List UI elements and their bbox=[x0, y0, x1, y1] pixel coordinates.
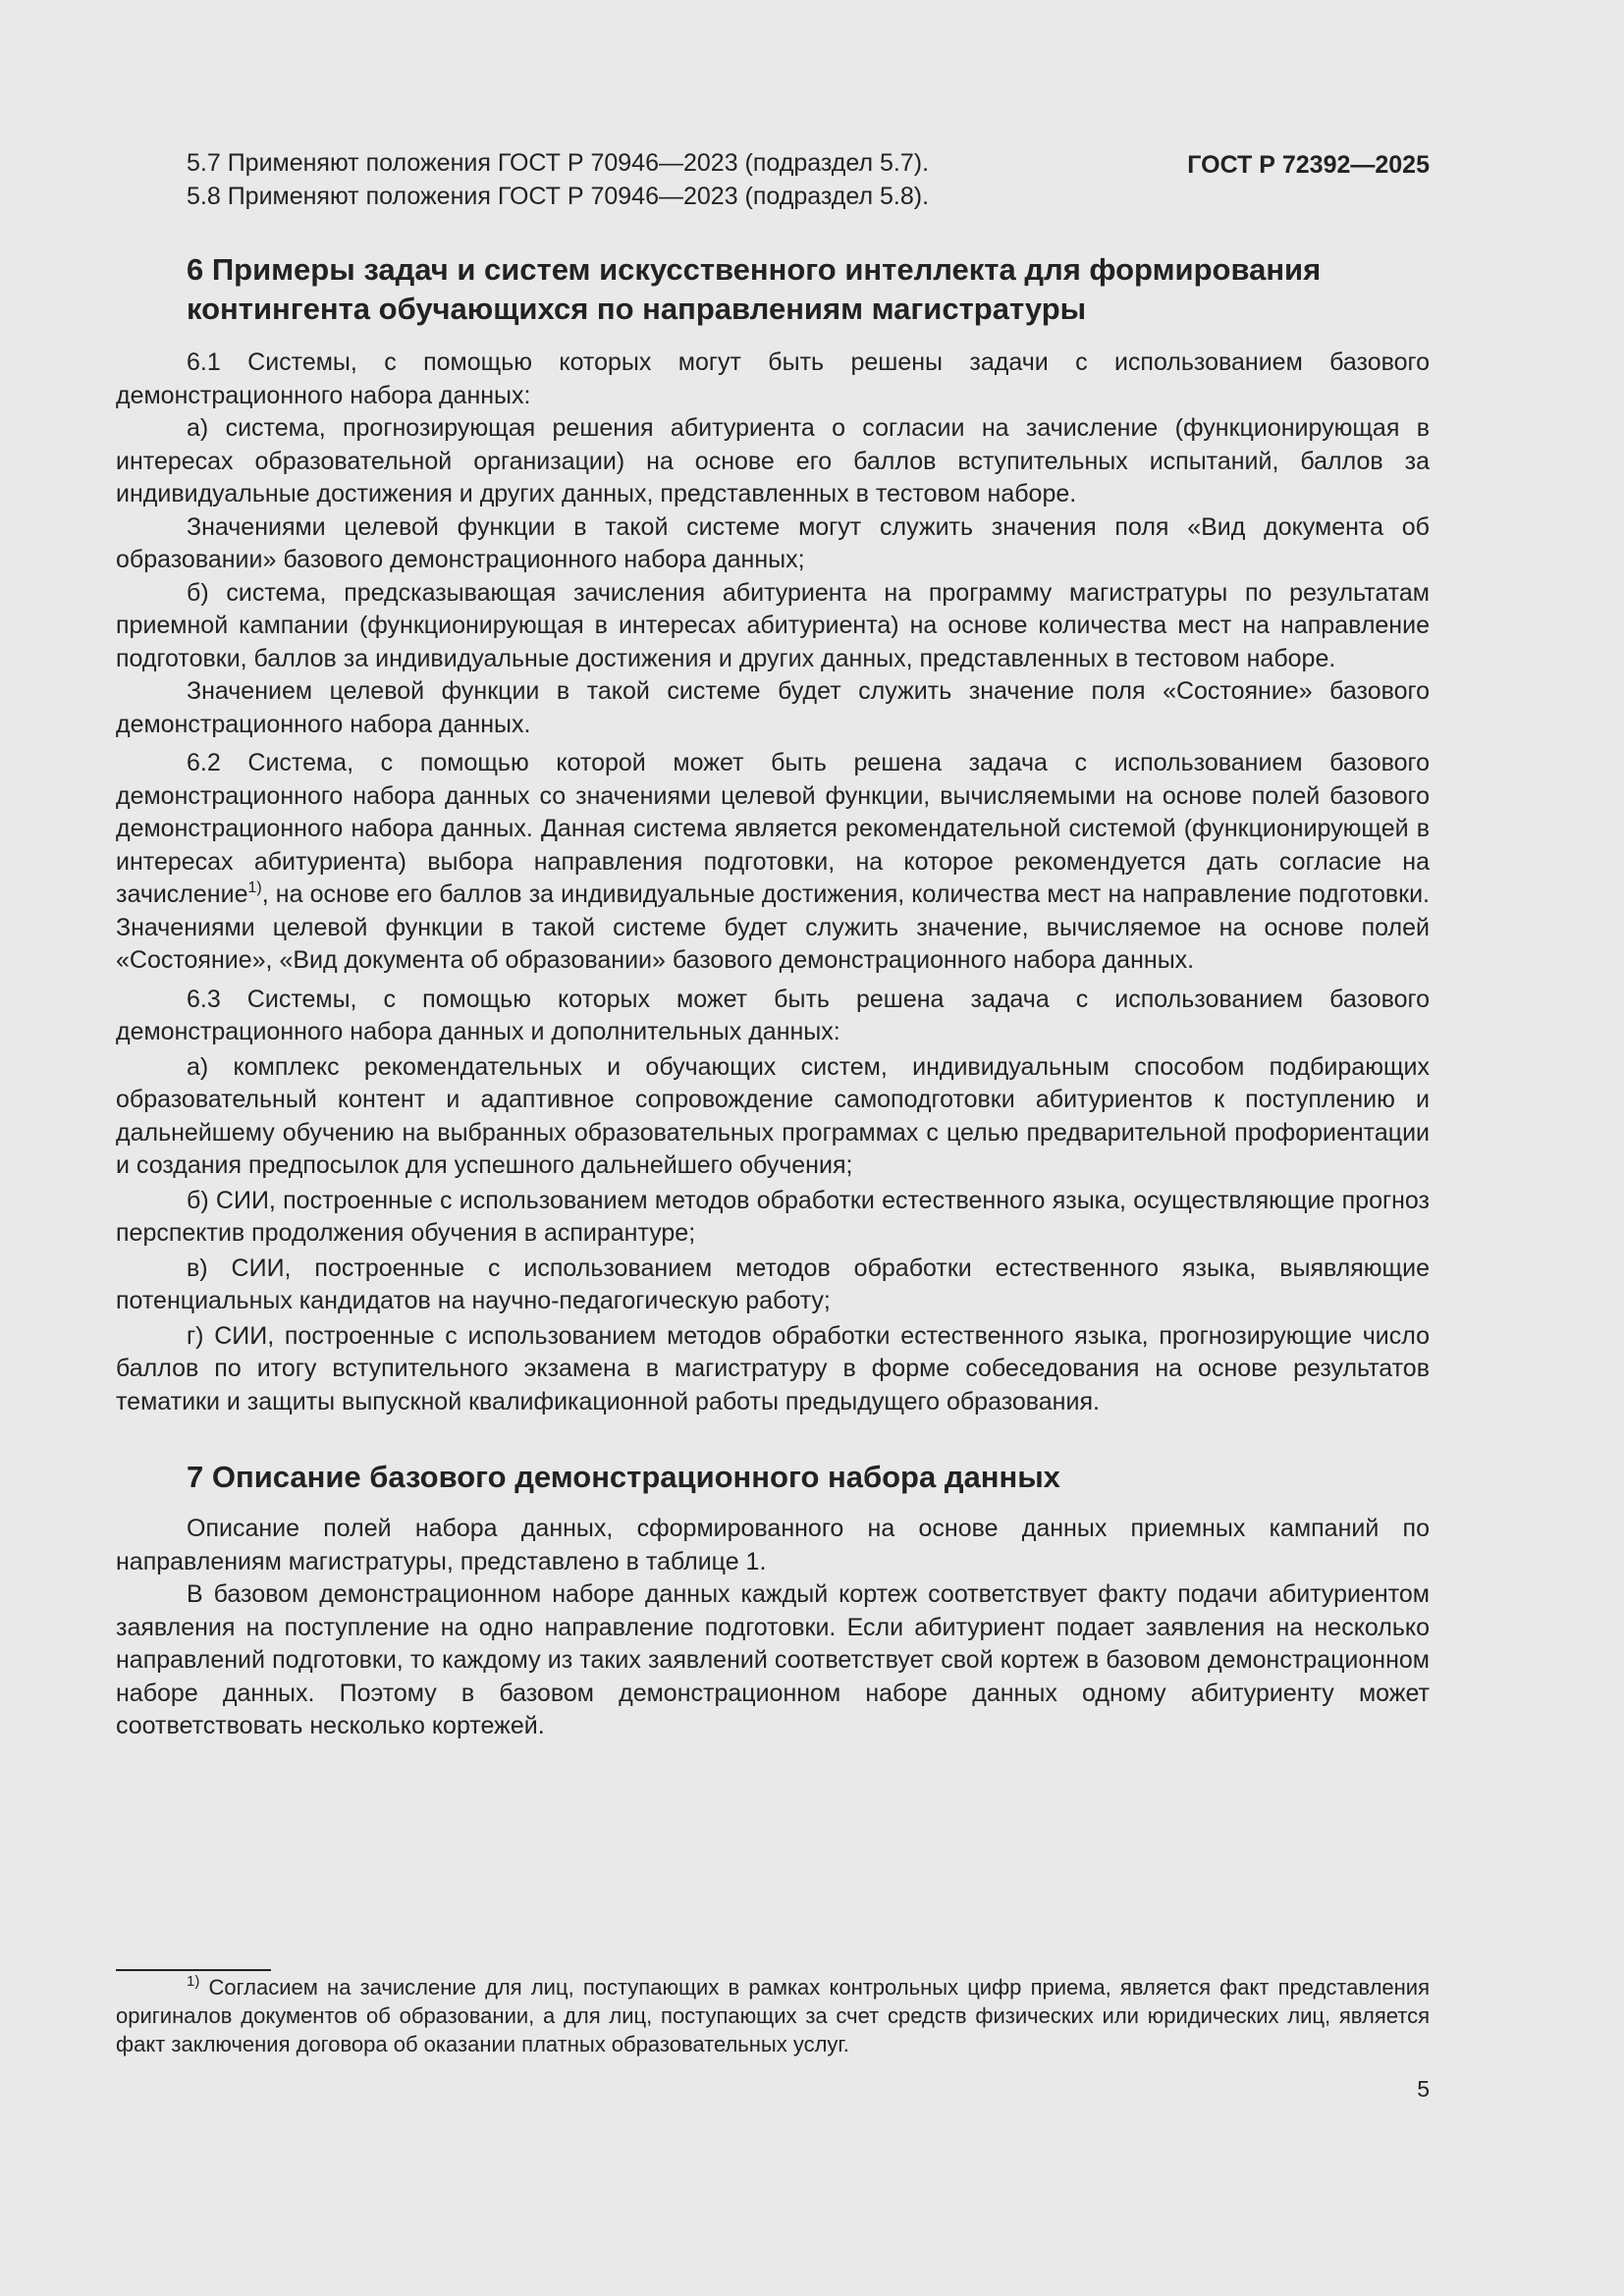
paragraph-6-1-b-target: Значением целевой функции в такой системе будет служить значение поля «Состояние» базового демонстрационного набора данных. bbox=[116, 677, 1430, 738]
list-item-6-3-a: а) комплекс рекомендательных и обучающих систем, индивидуальным способом подбирающих образовательный контент и адаптивное сопровождение самоподготовки абитуриентов к поступлению и дальнейшему обучению на выбранных образовательных программах с целью предварительной профориентации и создания предпосылок для успешного дальнейшего обучения; bbox=[116, 1052, 1430, 1179]
paragraph-6-2 bbox=[116, 747, 1430, 978]
paragraph-6-1-a-target: Значениями целевой функции в такой системе могут служить значения поля «Вид документа об образовании» базового демонстрационного набора данных; bbox=[116, 512, 1430, 573]
document-code-header: ГОСТ Р 72392—2025 bbox=[1187, 151, 1430, 179]
list-item-6-3-b: б) СИИ, построенные с использованием методов обработки естественного языка, осуществляющие прогноз перспектив продолжения обучения в аспирантуре; bbox=[116, 1186, 1430, 1247]
list-item-6-1-a: а) система, прогнозирующая решения абитуриента о согласии на зачисление (функционирующая в интересах образовательной организации) на основе его баллов вступительных испытаний, баллов за индивидуальные достижения и других данных, представленных в тестовом наборе. bbox=[116, 414, 1430, 507]
paragraph-5-7: 5.7 Применяют положения ГОСТ Р 70946—2023 (подраздел 5.7). bbox=[187, 149, 930, 177]
paragraph-6-2-text-end: , на основе его баллов за индивидуальные достижения, количества мест на направление подготовки. Значениями целевой функции в такой системе будет служить значение, вычисляемое на основе полей «Состояние», «Вид документа об образовании» базового демонстрационного набора данных. bbox=[116, 881, 1430, 974]
paragraph-6-2-text-start: 6.2 Система, с помощью которой может быть решена задача с использованием базового демонстрационного набора данных со значениями целевой функции, вычисляемыми на основе полей базового демонстрационного набора данных. Данная система является рекомендательной системой (функционирующей в интересах абитуриента) выбора направления подготовки, на которое рекомендуется дать согласие на зачисление bbox=[116, 749, 1430, 908]
list-item-6-3-v: в) СИИ, построенные с использованием методов обработки естественного языка, выявляющие потенциальных кандидатов на научно-педагогическую работу; bbox=[116, 1254, 1430, 1314]
page-body bbox=[116, 147, 1430, 1743]
paragraph-6-3: 6.3 Системы, с помощью которых может быть решена задача с использованием базового демонстрационного набора данных и дополнительных данных: bbox=[116, 985, 1430, 1045]
list-item-6-3-g: г) СИИ, построенные с использованием методов обработки естественного языка, прогнозирующие число баллов по итогу вступительного экзамена в магистратуру в форме собеседования на основе результатов тематики и защиты выпускной квалификационной работы предыдущего образования. bbox=[116, 1321, 1430, 1415]
footnote-separator bbox=[116, 1969, 271, 1971]
footnote-reference: 1) bbox=[247, 880, 262, 896]
list-item-6-1-b: б) система, предсказывающая зачисления абитуриента на программу магистратуры по результатам приемной кампании (функционирующая в интересах абитуриента) на основе количества мест на направление подготовки, баллов за индивидуальные достижения и других данных, представленных в тестовом наборе. bbox=[116, 578, 1430, 672]
paragraph-5-8: 5.8 Применяют положения ГОСТ Р 70946—2023 (подраздел 5.8). bbox=[187, 182, 930, 210]
paragraph-6-1: 6.1 Системы, с помощью которых могут быть решены задачи с использованием базового демонстрационного набора данных: bbox=[116, 348, 1430, 409]
footnote-marker: 1) bbox=[187, 1973, 200, 1990]
footnote bbox=[116, 1973, 1430, 2058]
paragraph-7-2: В базовом демонстрационном наборе данных каждый кортеж соответствует факту подачи абитуриентом заявления на поступление на одно направление подготовки. Если абитуриент подает заявления на несколько направлений подготовки, то каждому из таких заявлений соответствует свой кортеж в базовом демонстрационном наборе данных. Поэтому в базовом демонстрационном наборе данных одному абитуриенту может соответствовать несколько кортежей. bbox=[116, 1580, 1430, 1739]
paragraph-7-1: Описание полей набора данных, сформированного на основе данных приемных кампаний по направлениям магистратуры, представлено в таблице 1. bbox=[116, 1515, 1430, 1575]
section-6-heading: 6 Примеры задач и систем искусственного интеллекта для формирования контингента обучающихся по направлениям магистратуры bbox=[187, 252, 1322, 326]
page-number: 5 bbox=[1417, 2076, 1430, 2102]
footnote-text: Согласием на зачисление для лиц, поступающих в рамках контрольных цифр приема, является факт представления оригиналов документов об образовании, а для лиц, поступающих за счет средств физических или юридических лиц, является факт заключения договора об оказании платных образовательных услуг. bbox=[116, 1975, 1430, 2056]
section-7-heading: 7 Описание базового демонстрационного набора данных bbox=[187, 1460, 1060, 1494]
